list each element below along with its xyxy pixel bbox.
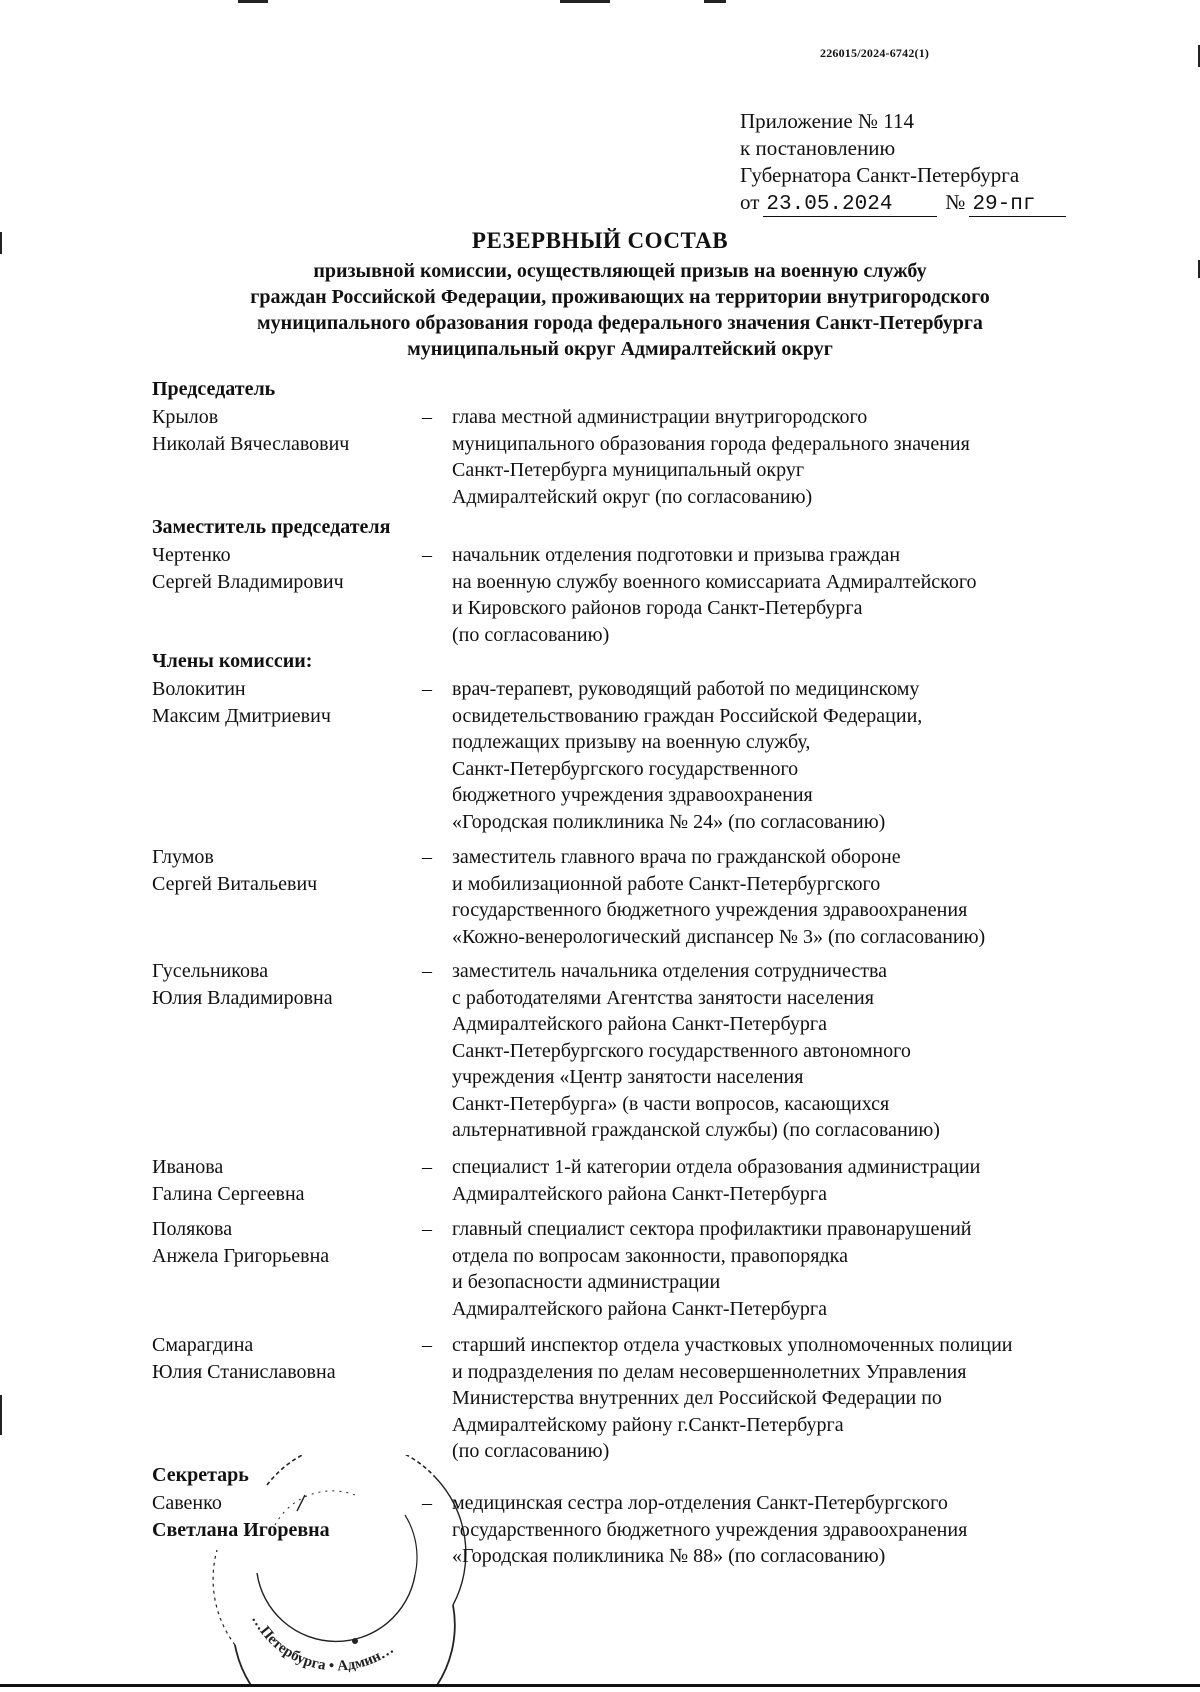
dash: – [422,960,432,982]
surname: Чертенко [152,544,231,566]
document-subtitle [150,258,1090,362]
desc-line: Адмиралтейский округ (по согласованию) [452,485,813,508]
position-description [452,958,1112,1144]
person-name [152,1332,417,1385]
person-name [152,404,417,457]
number-prefix: № [945,190,966,214]
desc-line: Адмиралтейского района Санкт-Петербурга [452,1182,827,1205]
desc-line: (по согласованию) [452,623,610,646]
desc-line: альтернативной гражданской службы) (по согласованию) [452,1119,940,1141]
desc-line: старший инспектор отдела участковых уполномоченных полиции [452,1334,1013,1356]
dash: – [422,1492,432,1514]
person-name [152,1216,417,1269]
person-name [152,542,417,595]
desc-line: отдела по вопросам законности, правопорядка [452,1244,848,1267]
entry-member [152,1216,1112,1326]
desc-line: учреждения «Центр занятости населения [452,1066,804,1088]
desc-line: Санкт-Петербурга» (в части вопросов, касающихся [452,1092,890,1115]
given-names: Светлана Игоревна [152,1518,330,1541]
person-name [152,1154,417,1207]
person-name [152,1490,417,1543]
desc-line: заместитель главного врача по гражданской обороне [452,846,901,868]
decree-date: 23.05.2024 [763,194,937,217]
surname: Полякова [152,1218,233,1240]
section-members: Члены комиссии: [152,650,313,672]
desc-line: и подразделения по делам несовершеннолетних Управления [452,1360,967,1383]
appendix-date-line [740,189,1066,217]
desc-line: «Кожно-венерологический диспансер № 3» (по согласованию) [452,925,986,948]
registration-number: 226015/2024-6742(1) [820,46,930,60]
person-name [152,844,417,897]
position-description [452,1216,1112,1322]
given-names: Юлия Станиславовна [152,1360,336,1383]
svg-text:…Петербурга • Админ… [248,1612,396,1674]
given-names: Юлия Владимировна [152,986,333,1009]
scan-bottom-edge [0,1684,1200,1687]
given-names: Сергей Витальевич [152,872,318,895]
position-description [452,404,1112,510]
desc-line: подлежащих призыву на военную службу, [452,731,811,753]
surname: Гусельникова [152,960,269,982]
entry-deputy [152,542,1112,652]
appendix-line: Приложение № 114 [740,109,914,133]
seal-text: …Петербурга • Админ… [248,1612,397,1675]
scan-mark [704,0,726,3]
subtitle-line: призывной комиссии, осуществляющей призыв на военную службу [313,260,927,282]
position-description [452,676,1112,835]
desc-line: заместитель начальника отделения сотрудничества [452,960,888,982]
desc-line: с работодателями Агентства занятости населения [452,986,874,1009]
desc-line: освидетельствованию граждан Российской Федерации, [452,704,923,727]
given-names: Анжела Григорьевна [152,1244,330,1267]
dash: – [422,1156,432,1178]
date-prefix: от [740,190,760,214]
surname: Крылов [152,406,219,428]
dash: – [422,1334,432,1356]
surname: Иванова [152,1156,224,1178]
desc-line: бюджетного учреждения здравоохранения [452,784,813,806]
desc-line: глава местной администрации внутригородского [452,406,868,428]
entry-member [152,1332,1112,1470]
position-description [452,542,1112,648]
desc-line: на военную службу военного комиссариата Адмиралтейского [452,570,977,593]
desc-line: Адмиралтейского района Санкт-Петербурга [452,1297,827,1320]
scan-mark [0,1395,2,1435]
given-names: Сергей Владимирович [152,570,344,593]
position-description [452,1332,1112,1465]
appendix-line: к постановлению [740,136,896,160]
desc-line: и мобилизационной работе Санкт-Петербургского [452,872,881,895]
entry-member [152,676,1112,841]
person-name [152,676,417,729]
entry-chairman [152,404,1112,514]
desc-line: и Кировского районов города Санкт-Петербурга [452,597,863,619]
appendix-block [740,108,1066,217]
desc-line: специалист 1-й категории отдела образования администрации [452,1156,981,1178]
desc-line: «Городская поликлиника № 24» (по согласованию) [452,810,886,833]
entry-member [152,844,1112,954]
desc-line: начальник отделения подготовки и призыва граждан [452,544,901,566]
surname: Смарагдина [152,1334,254,1356]
subtitle-line: муниципальный округ Адмиралтейский округ [407,338,833,360]
desc-line: (по согласованию) [452,1440,610,1462]
section-secretary: Секретарь [152,1464,249,1486]
desc-line: врач-терапевт, руководящий работой по медицинскому [452,678,920,700]
surname: Глумов [152,846,214,868]
desc-line: Адмиралтейскому району г.Санкт-Петербурга [452,1413,844,1436]
dash: – [422,846,432,868]
dash: – [422,406,432,428]
person-name [152,958,417,1011]
desc-line: главный специалист сектора профилактики правонарушений [452,1218,972,1240]
position-description [452,1154,1112,1207]
scan-mark [560,0,610,3]
decree-number: 29-пг [969,194,1066,217]
dash: – [422,1218,432,1240]
surname: Волокитин [152,678,246,700]
dash: – [422,678,432,700]
given-names: Максим Дмитриевич [152,704,331,727]
given-names: Галина Сергеевна [152,1182,305,1205]
entry-member [152,958,1112,1148]
subtitle-line: муниципального образования города федерального значения Санкт-Петербурга [257,312,983,334]
position-description [452,844,1112,950]
document-title: РЕЗЕРВНЫЙ СОСТАВ [471,228,729,253]
desc-line: медицинская сестра лор-отделения Санкт-Петербургского [452,1492,948,1514]
section-deputy: Заместитель председателя [152,516,391,538]
desc-line: государственного бюджетного учреждения здравоохранения [452,1518,968,1541]
desc-line: и безопасности администрации [452,1271,721,1293]
appendix-line: Губернатора Санкт-Петербурга [740,163,1020,187]
surname: Савенко [152,1492,222,1514]
scan-mark [238,0,268,3]
desc-line: Санкт-Петербургского государственного [452,757,799,780]
entry-member [152,1154,1112,1210]
dash: – [422,544,432,566]
desc-line: Санкт-Петербурга муниципальный округ [452,459,805,481]
desc-line: «Городская поликлиника № 88» (по согласованию) [452,1545,886,1567]
entry-secretary [152,1490,1112,1574]
section-chairman: Председатель [152,378,276,400]
desc-line: Министерства внутренних дел Российской Федерации по [452,1387,942,1409]
position-description [452,1490,1112,1570]
desc-line: государственного бюджетного учреждения здравоохранения [452,899,968,921]
desc-line: Санкт-Петербургского государственного автономного [452,1039,911,1062]
desc-line: Адмиралтейского района Санкт-Петербурга [452,1013,827,1035]
subtitle-line: граждан Российской Федерации, проживающих на территории внутригородского [250,286,990,308]
desc-line: муниципального образования города федерального значения [452,432,970,455]
given-names: Николай Вячеславович [152,432,350,455]
